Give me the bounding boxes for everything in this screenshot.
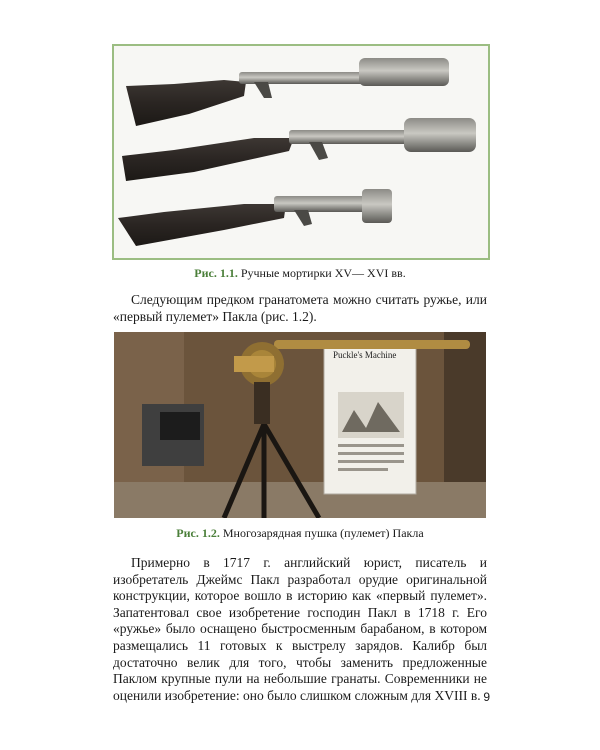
page-number: 9	[483, 690, 490, 704]
figure-1-2-caption-text: Многозарядная пушка (пулемет) Пакла	[222, 526, 424, 540]
figure-1-2-caption	[0, 526, 600, 540]
figure-1-1-caption	[0, 266, 600, 280]
puckle-gun-illustration	[114, 332, 486, 518]
figure-puckle-gun	[114, 332, 486, 518]
board-sign-text: Puckle's Machine	[333, 350, 397, 360]
figure-1-1-label: Рис. 1.1.	[194, 266, 238, 280]
mortar-middle	[122, 118, 476, 181]
hand-mortars-illustration	[114, 46, 488, 258]
figure-hand-mortars	[112, 44, 490, 260]
display-screen	[142, 404, 204, 466]
mortar-bottom	[118, 189, 392, 246]
paragraph-puckle-history: Примерно в 1717 г. английский юрист, писатель и изобретатель Джеймс Пакл разработал орудие оригинальной конструкции, которое вошло в историю как «первый пулемет». Запатентовал свое изобретение господин Пакл в 1718 г. Его «ружье» было оснащено быстросменным барабаном, в котором размещались 11 готовых к выстрелу зарядов. Калибр был достаточно велик для того, чтобы заменить предложенные Паклом крупные пули на небольшие гранаты. Современники не оценили изобретение: оно было слишком сложным для XVIII в.	[113, 555, 487, 703]
puckle-info-board	[324, 346, 416, 494]
mortar-top	[126, 58, 449, 126]
figure-1-1-caption-text: Ручные мортирки XV— XVI вв.	[240, 266, 406, 280]
figure-1-2-label: Рис. 1.2.	[176, 526, 220, 540]
paragraph-intro: Следующим предком гранатомета можно считать ружье, или «первый пулемет» Пакла (рис. 1.2).	[113, 292, 487, 324]
